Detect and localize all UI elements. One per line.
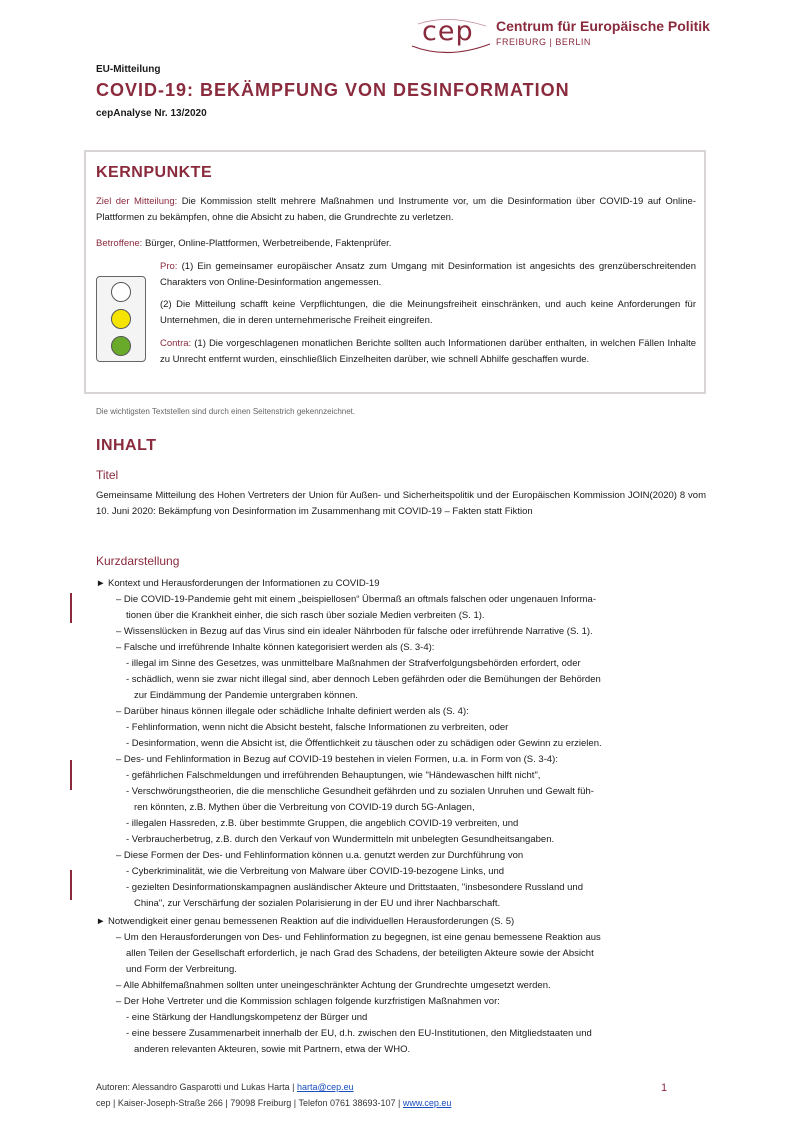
list-item: – Die COVID-19-Pandemie geht mit einem „beispiellosen“ Übermaß an oftmals falschen oder ungenauen Informa- [116, 594, 596, 605]
traffic-light-icon [96, 276, 146, 362]
list-subitem: - illegal im Sinne des Gesetzes, was unmittelbare Maßnahmen der Strafverfolgungsbehörden erfordert, oder [126, 658, 581, 669]
list-subitem: - eine Stärkung der Handlungskompetenz der Bürger und [126, 1012, 368, 1023]
list-item: – Darüber hinaus können illegale oder schädliche Inhalte definiert werden als (S. 4): [116, 706, 469, 717]
document-number: cepAnalyse Nr. 13/2020 [96, 108, 207, 119]
pro-paragraph-2 [160, 297, 696, 329]
list-subitem: - Verbraucherbetrug, z.B. durch den Verkauf von Wundermitteln mit unbelegten Gesundheitsangaben. [126, 834, 555, 845]
list-subitem-cont: anderen relevanten Akteuren, sowie mit Partnern, etwa der WHO. [134, 1044, 411, 1055]
betroffene-text: Bürger, Online-Plattformen, Werbetreibende, Faktenprüfer. [144, 238, 392, 249]
side-marker [70, 593, 72, 623]
marker-note: Die wichtigsten Textstellen sind durch einen Seitenstrich gekennzeichnet. [96, 407, 356, 416]
document-title: COVID-19: BEKÄMPFUNG VON DESINFORMATION [96, 80, 570, 100]
org-name: Centrum für Europäische Politik [496, 18, 710, 34]
kernpunkte-heading: KERNPUNKTE [96, 164, 213, 181]
list-item: – Diese Formen der Des- und Fehlinformation können u.a. genutzt werden zur Durchführung von [116, 850, 524, 861]
page-number: 1 [661, 1082, 668, 1094]
logo-cep-text: cep [422, 16, 474, 47]
list-item: – Um den Herausforderungen von Des- und Fehlinformation zu begegnen, ist eine genau bemessene Reaktion aus [116, 932, 601, 943]
list-subitem-cont: China", zur Verschärfung der sozialen Polarisierung in der EU und ihrer Nachbarschaft. [134, 898, 501, 909]
list-subitem: - Cyberkriminalität, wie die Verbreitung von Malware über COVID-19-bezogene Links, und [126, 866, 505, 877]
list-item-cont: und Form der Verbreitung. [126, 964, 237, 975]
list-subitem-cont: ren könnten, z.B. Mythen über die Verbreitung von COVID-19 durch 5G-Anlagen, [134, 802, 475, 813]
list-item-cont: allen Teilen der Gesellschaft erforderlich, je nach Grad des Schadens, der beteiligten Akteure sowie der Absicht [126, 948, 594, 959]
inhalt-heading: INHALT [96, 437, 157, 454]
ziel-text: Die Kommission stellt mehrere Maßnahmen und Instrumente vor, um die Desinformation über COVID-19 auf Online-Plattformen zu bekämpfen, ohne die Absicht zu haben, die Grundrechte zu verletzen. [96, 196, 696, 223]
org-location: FREIBURG | BERLIN [496, 37, 591, 47]
list-subitem: - gezielten Desinformationskampagnen ausländischer Akteure und Drittstaaten, "insbesondere Russland und [126, 882, 584, 893]
list-item: – Alle Abhilfemaßnahmen sollten unter uneingeschränkter Achtung der Grundrechte umgesetzt werden. [116, 980, 551, 991]
authors-text: Autoren: Alessandro Gasparotti und Lukas Harta | [96, 1082, 297, 1092]
list-item: – Des- und Fehlinformation in Bezug auf COVID-19 bestehen in vielen Formen, u.a. in Form von (S. 3-4): [116, 754, 558, 765]
list-item-bullet: ► Notwendigkeit einer genau bemessenen Reaktion auf die individuellen Herausforderungen (S. 5) [96, 916, 515, 927]
list-item: – Der Hohe Vertreter und die Kommission schlagen folgende kurzfristigen Maßnahmen vor: [116, 996, 500, 1007]
website-link[interactable]: www.cep.eu [402, 1098, 452, 1108]
document-type: EU-Mitteilung [96, 64, 161, 75]
traffic-light-yellow [111, 309, 131, 329]
author-email-link[interactable]: harta@cep.eu [296, 1082, 354, 1092]
list-item: – Falsche und irreführende Inhalte können kategorisiert werden als (S. 3-4): [116, 642, 435, 653]
pro-paragraph-1 [160, 259, 696, 291]
kurzdarstellung-heading: Kurzdarstellung [96, 554, 180, 568]
betroffene-label: Betroffene: [96, 238, 143, 249]
side-marker [70, 760, 72, 790]
contra-paragraph [160, 336, 696, 368]
titel-heading: Titel [96, 468, 119, 482]
list-subitem: - eine bessere Zusammenarbeit innerhalb der EU, d.h. zwischen den EU-Institutionen, den Mitgliedstaaten und [126, 1028, 592, 1039]
titel-text: Gemeinsame Mitteilung des Hohen Vertreters der Union für Außen- und Sicherheitspolitik und der Europäischen Kommission JOIN(2020) 8 vom 10. Juni 2020: Bekämpfung von Desinformation im Zusammenhang mit COVID-19 – Fakten statt Fiktion [96, 490, 706, 517]
pro-text-2: (2) Die Mitteilung schafft keine Verpflichtungen, die die Meinungsfreiheit einschränken, und auch keine Anforderungen für Unternehmen, die in deren unternehmerische Freiheit eingreifen. [160, 299, 696, 326]
list-item: – Wissenslücken in Bezug auf das Virus sind ein idealer Nährboden für falsche oder irreführende Narrative (S. 1). [116, 626, 593, 637]
footer-address [96, 1098, 451, 1108]
list-subitem-cont: zur Eindämmung der Pandemie untergraben können. [134, 690, 358, 701]
ziel-paragraph [96, 194, 696, 226]
list-subitem: - gefährlichen Falschmeldungen und irreführenden Behauptungen, wie "Händewaschen hilft nicht", [126, 770, 541, 781]
traffic-light-green [111, 336, 131, 356]
kernpunkte-box [84, 150, 706, 394]
list-item-bullet: ► Kontext und Herausforderungen der Informationen zu COVID-19 [96, 578, 380, 589]
pro-label: Pro: [160, 261, 178, 272]
address-text: cep | Kaiser-Joseph-Straße 266 | 79098 Freiburg | Telefon 0761 38693-107 | [96, 1098, 403, 1108]
pro-text-1: (1) Ein gemeinsamer europäischer Ansatz zum Umgang mit Desinformation ist angesichts des grenzüberschreitenden Charakters von Online-Desinformation angemessen. [160, 261, 696, 288]
side-marker [70, 870, 72, 900]
list-subitem: - Desinformation, wenn die Absicht ist, die Öffentlichkeit zu täuschen oder zu schädigen oder Gewinn zu erzielen. [126, 738, 602, 749]
contra-text: (1) Die vorgeschlagenen monatlichen Berichte sollten auch Informationen darüber enthalten, in welchen Fällen Inhalte zu Unrecht entfernt wurden, einschließlich Einzelheiten darüber, wie schnell Abhilfe geschaffen wurde. [160, 338, 696, 365]
footer-authors [96, 1082, 354, 1092]
contra-label: Contra: [160, 338, 192, 349]
list-subitem: - Verschwörungstheorien, die die menschliche Gesundheit gefährden und zu sozialen Unruhen und Gewalt füh- [126, 786, 594, 797]
list-subitem: - schädlich, wenn sie zwar nicht illegal sind, aber dennoch Leben gefährden oder die Bemühungen der Behörden [126, 674, 601, 685]
traffic-light-white [111, 282, 131, 302]
betroffene-paragraph [96, 236, 696, 252]
list-subitem: - Fehlinformation, wenn nicht die Absicht besteht, falsche Informationen zu verbreiten, oder [126, 722, 509, 733]
list-subitem: - illegalen Hassreden, z.B. über bestimmte Gruppen, die angeblich COVID-19 verbreiten, und [126, 818, 519, 829]
list-item-cont: tionen über die Krankheit einher, die sich rasch über soziale Medien verbreiten (S. 1). [126, 610, 485, 621]
cep-logo [408, 16, 708, 56]
ziel-label: Ziel der Mitteilung: [96, 196, 178, 207]
